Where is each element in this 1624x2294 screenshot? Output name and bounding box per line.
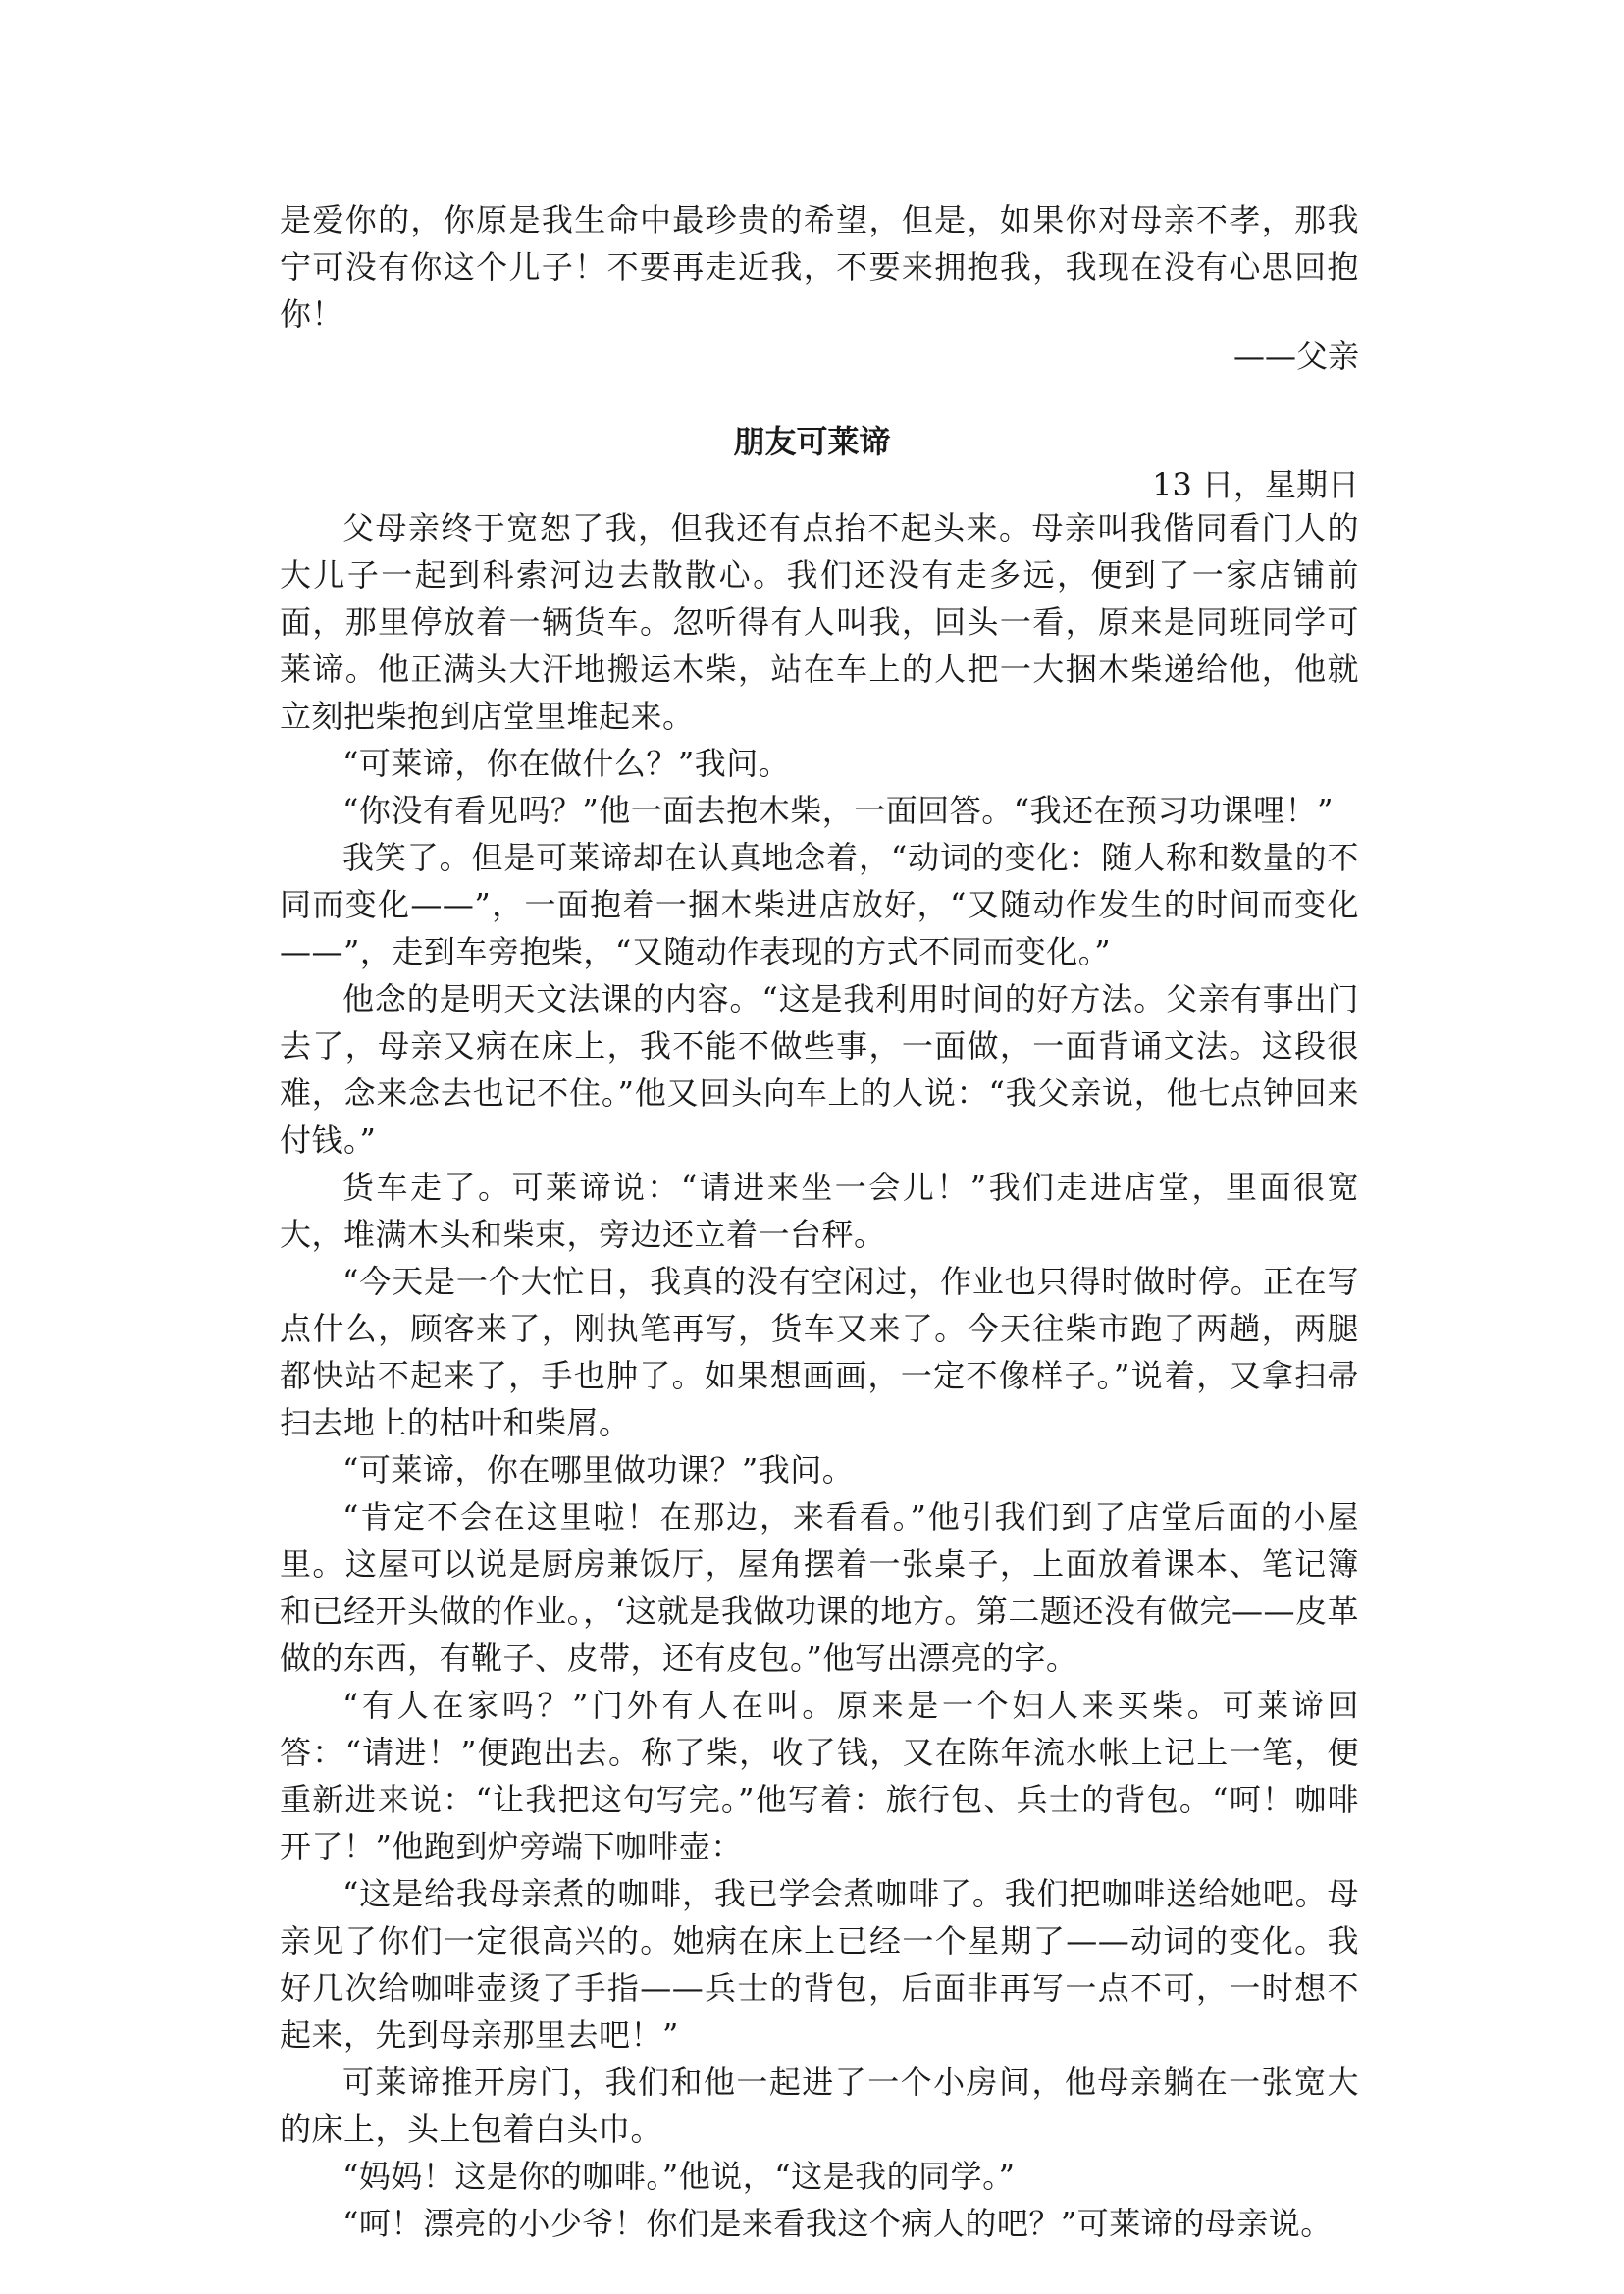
body-paragraph: “今天是一个大忙日，我真的没有空闲过，作业也只得时做时停。正在写点什么，顾客来了，刚执笔再写，货车又来了。今天往柴市跑了两趟，两腿都快站不起来了，手也肿了。如果想画画，一定不像样子。”说着，又拿扫帚扫去地上的枯叶和柴屑。 bbox=[280, 1263, 1359, 1441]
body-paragraph: 他念的是明天文法课的内容。“这是我利用时间的好方法。父亲有事出门去了，母亲又病在床上，我不能不做些事，一面做，一面背诵文法。这段很难，念来念去也记不住。”他又回头向车上的人说：“我父亲说，他七点钟回来付钱。” bbox=[280, 980, 1359, 1159]
letter-tail bbox=[280, 196, 1359, 338]
body-paragraph: 父母亲终于宽恕了我，但我还有点抬不起头来。母亲叫我偕同看门人的大儿子一起到科索河边去散散心。我们还没有走多远，便到了一家店铺前面，那里停放着一辆货车。忽听得有人叫我，回头一看，原来是同班同学可莱谛。他正满头大汗地搬运木柴，站在车上的人把一大捆木柴递给他，他就立刻把柴抱到店堂里堆起来。 bbox=[280, 509, 1359, 735]
chapter-title: 朋友可莱谛 bbox=[733, 423, 891, 460]
body-paragraph: “妈妈！这是你的咖啡。”他说，“这是我的同学。” bbox=[342, 2158, 1016, 2195]
body-paragraph: “你没有看见吗？”他一面去抱木柴，一面回答。“我还在预习功课哩！” bbox=[342, 792, 1334, 829]
body-paragraph: “有人在家吗？”门外有人在叫。原来是一个妇人来买柴。可莱谛回答：“请进！”便跑出去。称了柴，收了钱，又在陈年流水帐上记上一笔，便重新进来说：“让我把这句写完。”他写着：旅行包、兵士的背包。“呵！咖啡开了！”他跑到炉旁端下咖啡壶： bbox=[280, 1687, 1359, 1865]
body-paragraph: “呵！漂亮的小少爷！你们是来看我这个病人的吧？”可莱谛的母亲说。 bbox=[342, 2205, 1333, 2242]
body-paragraph: 可莱谛推开房门，我们和他一起进了一个小房间，他母亲躺在一张宽大的床上，头上包着白头巾。 bbox=[280, 2063, 1359, 2148]
letter-tail-paragraph: 是爱你的，你原是我生命中最珍贵的希望，但是，如果你对母亲不孝，那我宁可没有你这个儿子！不要再走近我，不要来拥抱我，我现在没有心思回抱你！ bbox=[280, 201, 1359, 333]
body-paragraph: 我笑了。但是可莱谛却在认真地念着，“动词的变化：随人称和数量的不同而变化——”，一面抱着一捆木柴进店放好，“又随动作发生的时间而变化——”，走到车旁抱柴，“又随动作表现的方式不同而变化。” bbox=[280, 839, 1359, 970]
letter-signature: ——父亲 bbox=[1232, 338, 1359, 375]
body-paragraph: 货车走了。可莱谛说：“请进来坐一会儿！”我们走进店堂，里面很宽大，堆满木头和柴束，旁边还立着一台秤。 bbox=[280, 1169, 1359, 1253]
body-paragraph: “可莱谛，你在哪里做功课？”我问。 bbox=[342, 1451, 855, 1488]
chapter-date: 13 日，星期日 bbox=[1152, 466, 1359, 503]
chapter-body bbox=[280, 504, 1359, 2247]
body-paragraph: “这是给我母亲煮的咖啡，我已学会煮咖啡了。我们把咖啡送给她吧。母亲见了你们一定很高兴的。她病在床上已经一个星期了——动词的变化。我好几次给咖啡壶烫了手指——兵士的背包，后面非再写一点不可，一时想不起来，先到母亲那里去吧！” bbox=[280, 1875, 1359, 2054]
body-paragraph: “可莱谛，你在做什么？”我问。 bbox=[342, 745, 791, 782]
body-paragraph: “肯定不会在这里啦！在那边，来看看。”他引我们到了店堂后面的小屋里。这屋可以说是厨房兼饭厅，屋角摆着一张桌子，上面放着课本、笔记簿和已经开头做的作业。，‘这就是我做功课的地方。第二题还没有做完——皮革做的东西，有靴子、皮带，还有皮包。”他写出漂亮的字。 bbox=[280, 1498, 1359, 1677]
